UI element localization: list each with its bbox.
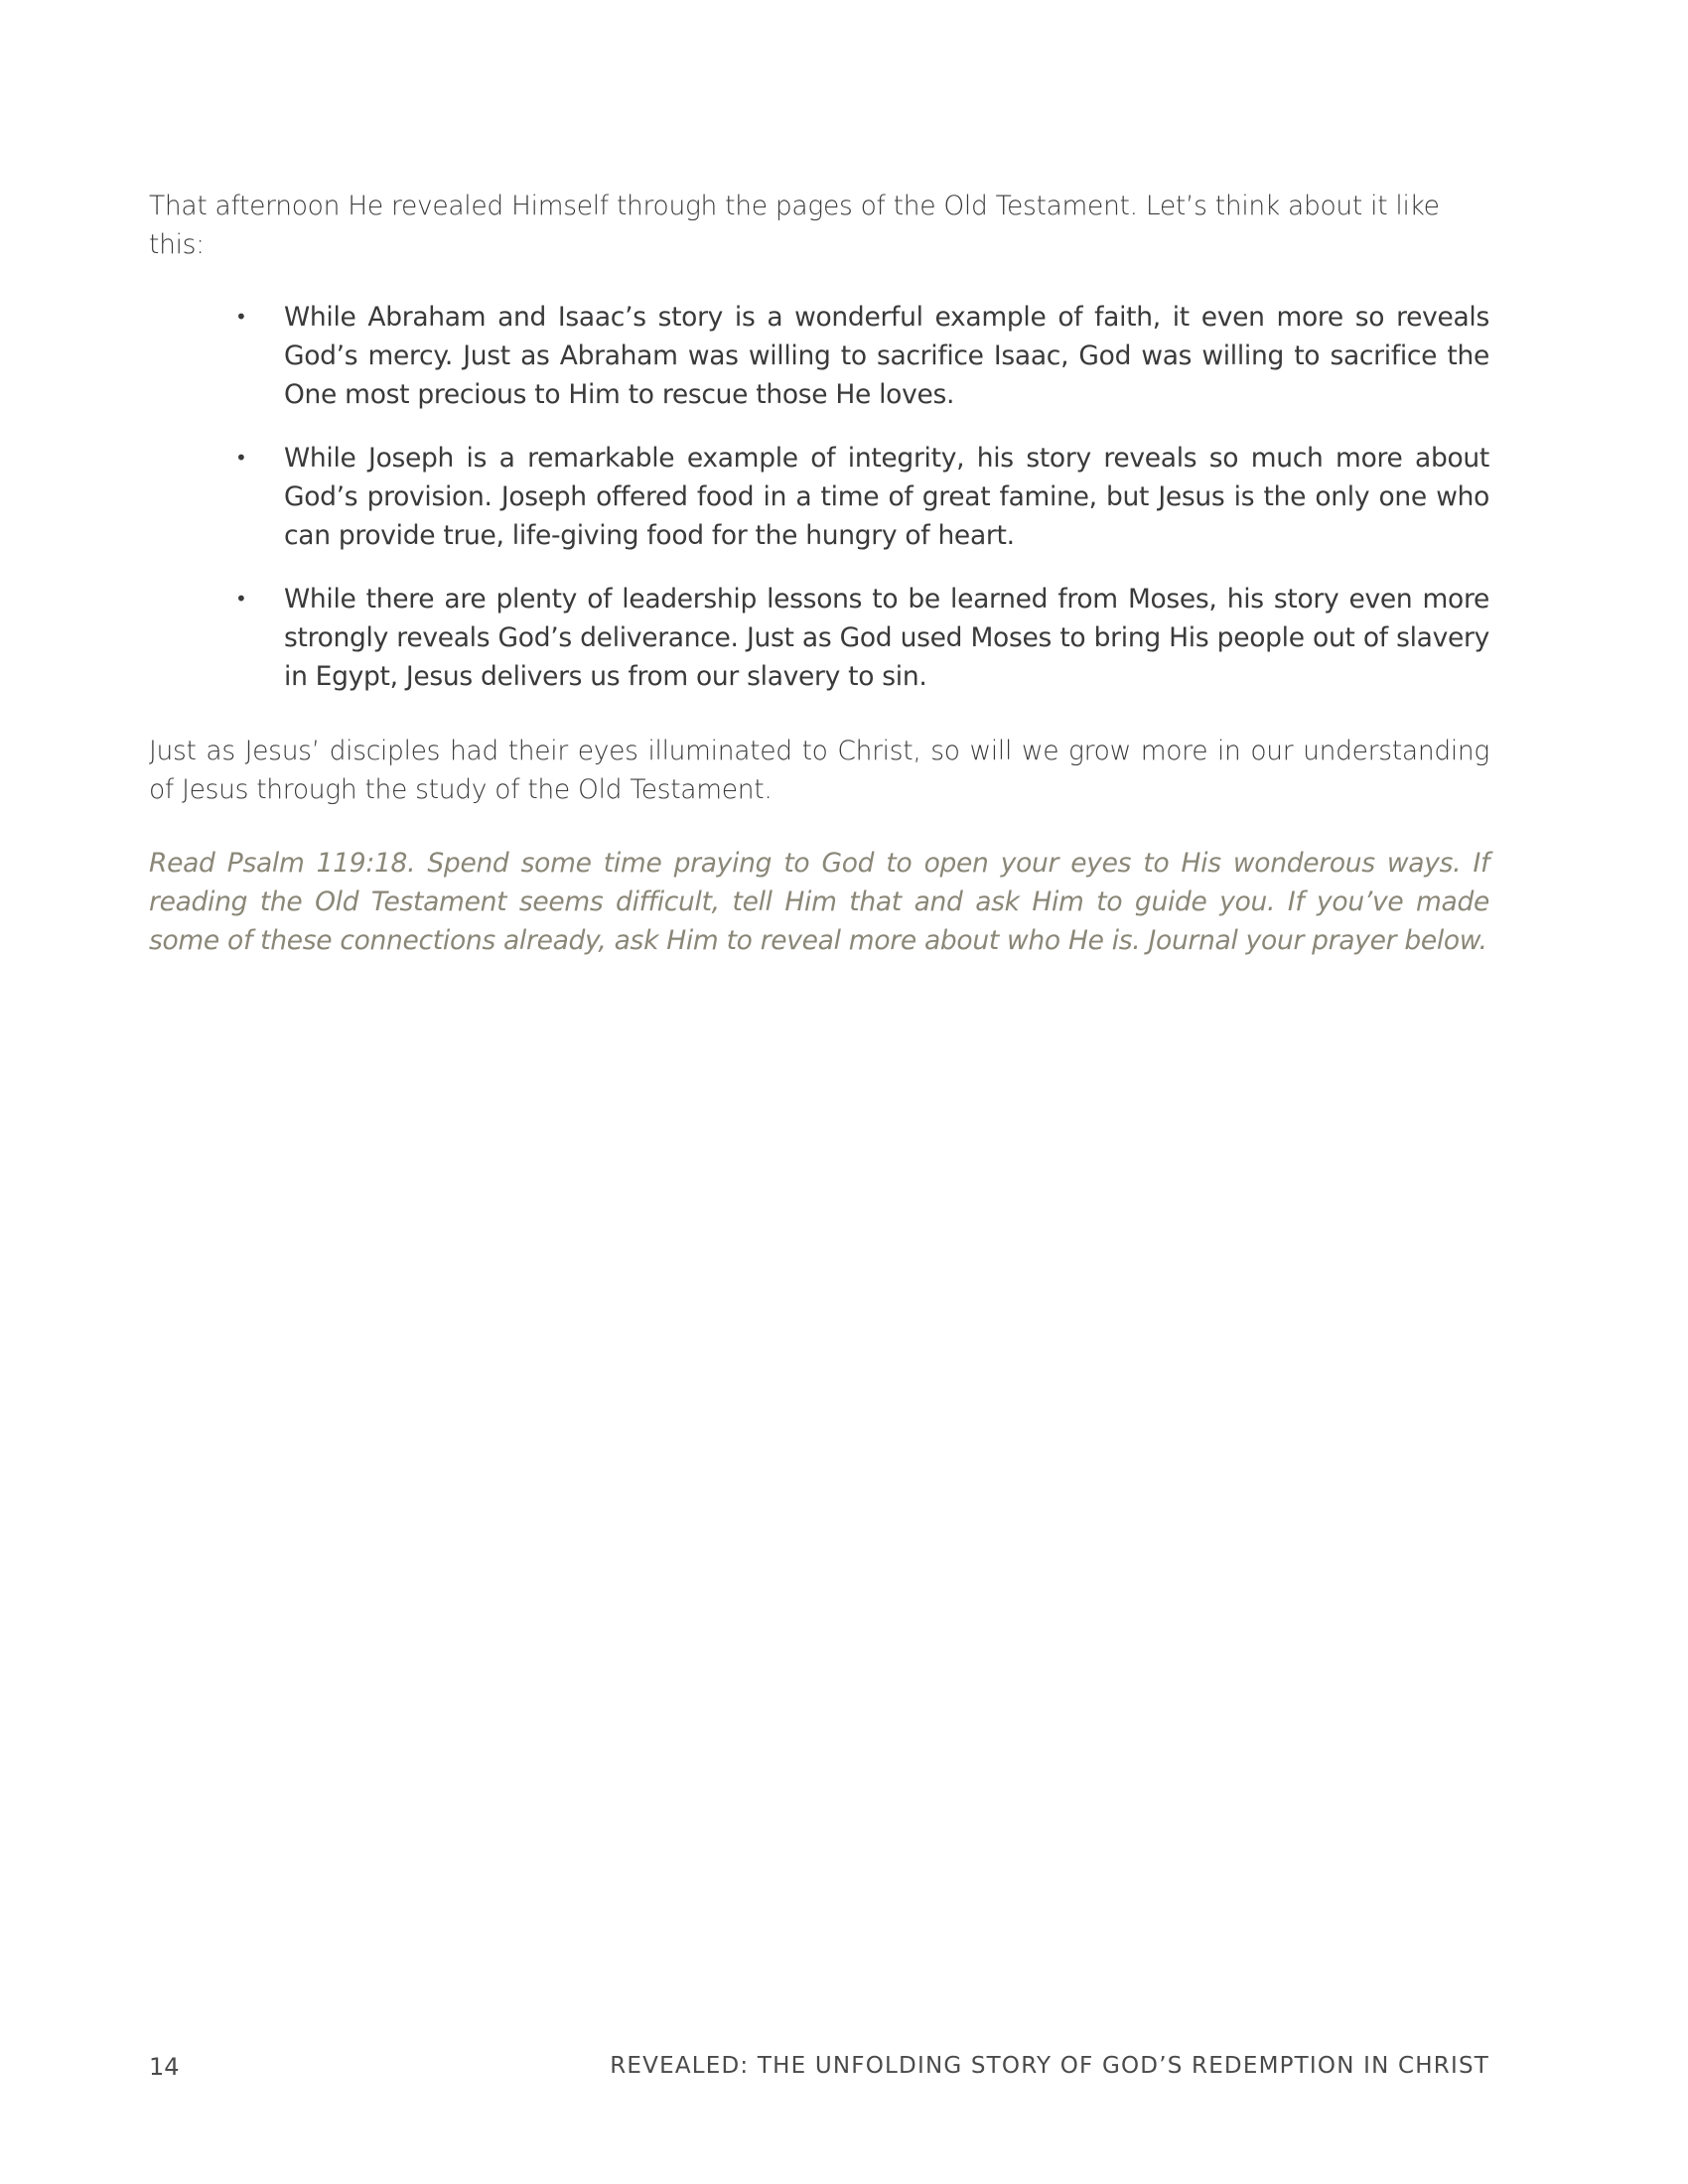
bullet-item-joseph bbox=[235, 439, 1489, 555]
bullet-item-moses bbox=[235, 580, 1489, 696]
bullet-text: While Abraham and Isaac’s story is a wonderful example of faith, it even more so reveals God’s mercy. Just as Abraham was willing to sacrifice Isaac, God was willing to sacrifice the One most precious to Him to rescue those He loves. bbox=[284, 302, 1489, 410]
page-footer bbox=[149, 2053, 1489, 2089]
page-body bbox=[149, 187, 1489, 987]
intro-paragraph: That afternoon He revealed Himself through the pages of the Old Testament. Let’s think about it like this: bbox=[149, 191, 1440, 260]
page-number: 14 bbox=[149, 2053, 180, 2081]
bullet-list bbox=[149, 298, 1489, 696]
bullet-item-abraham bbox=[235, 298, 1489, 414]
reflection-prompt: Read Psalm 119:18. Spend some time praying to God to open your eyes to His wonderous ways. If reading the Old Testament seems difficult, tell Him that and ask Him to guide you. If you’ve made some of these connections already, ask Him to reveal more about who He is. Journal your prayer below. bbox=[149, 848, 1489, 956]
summary-paragraph: Just as Jesus’ disciples had their eyes illuminated to Christ, so will we grow more in our understanding of Jesus through the study of the Old Testament. bbox=[149, 736, 1489, 805]
bullet-icon: • bbox=[235, 305, 247, 329]
bullet-text: While Joseph is a remarkable example of integrity, his story reveals so much more about God’s provision. Joseph offered food in a time of great famine, but Jesus is the only one who can provide true, life-giving food for the hungry of heart. bbox=[284, 443, 1489, 551]
bullet-icon: • bbox=[235, 587, 247, 611]
bullet-text: While there are plenty of leadership lessons to be learned from Moses, his story even more strongly reveals God’s deliverance. Just as God used Moses to bring His people out of slavery in Egypt, Jesus delivers us from our slavery to sin. bbox=[284, 584, 1489, 692]
running-title: REVEALED: THE UNFOLDING STORY OF GOD’S REDEMPTION IN CHRIST bbox=[610, 2053, 1489, 2079]
bullet-icon: • bbox=[235, 446, 247, 470]
